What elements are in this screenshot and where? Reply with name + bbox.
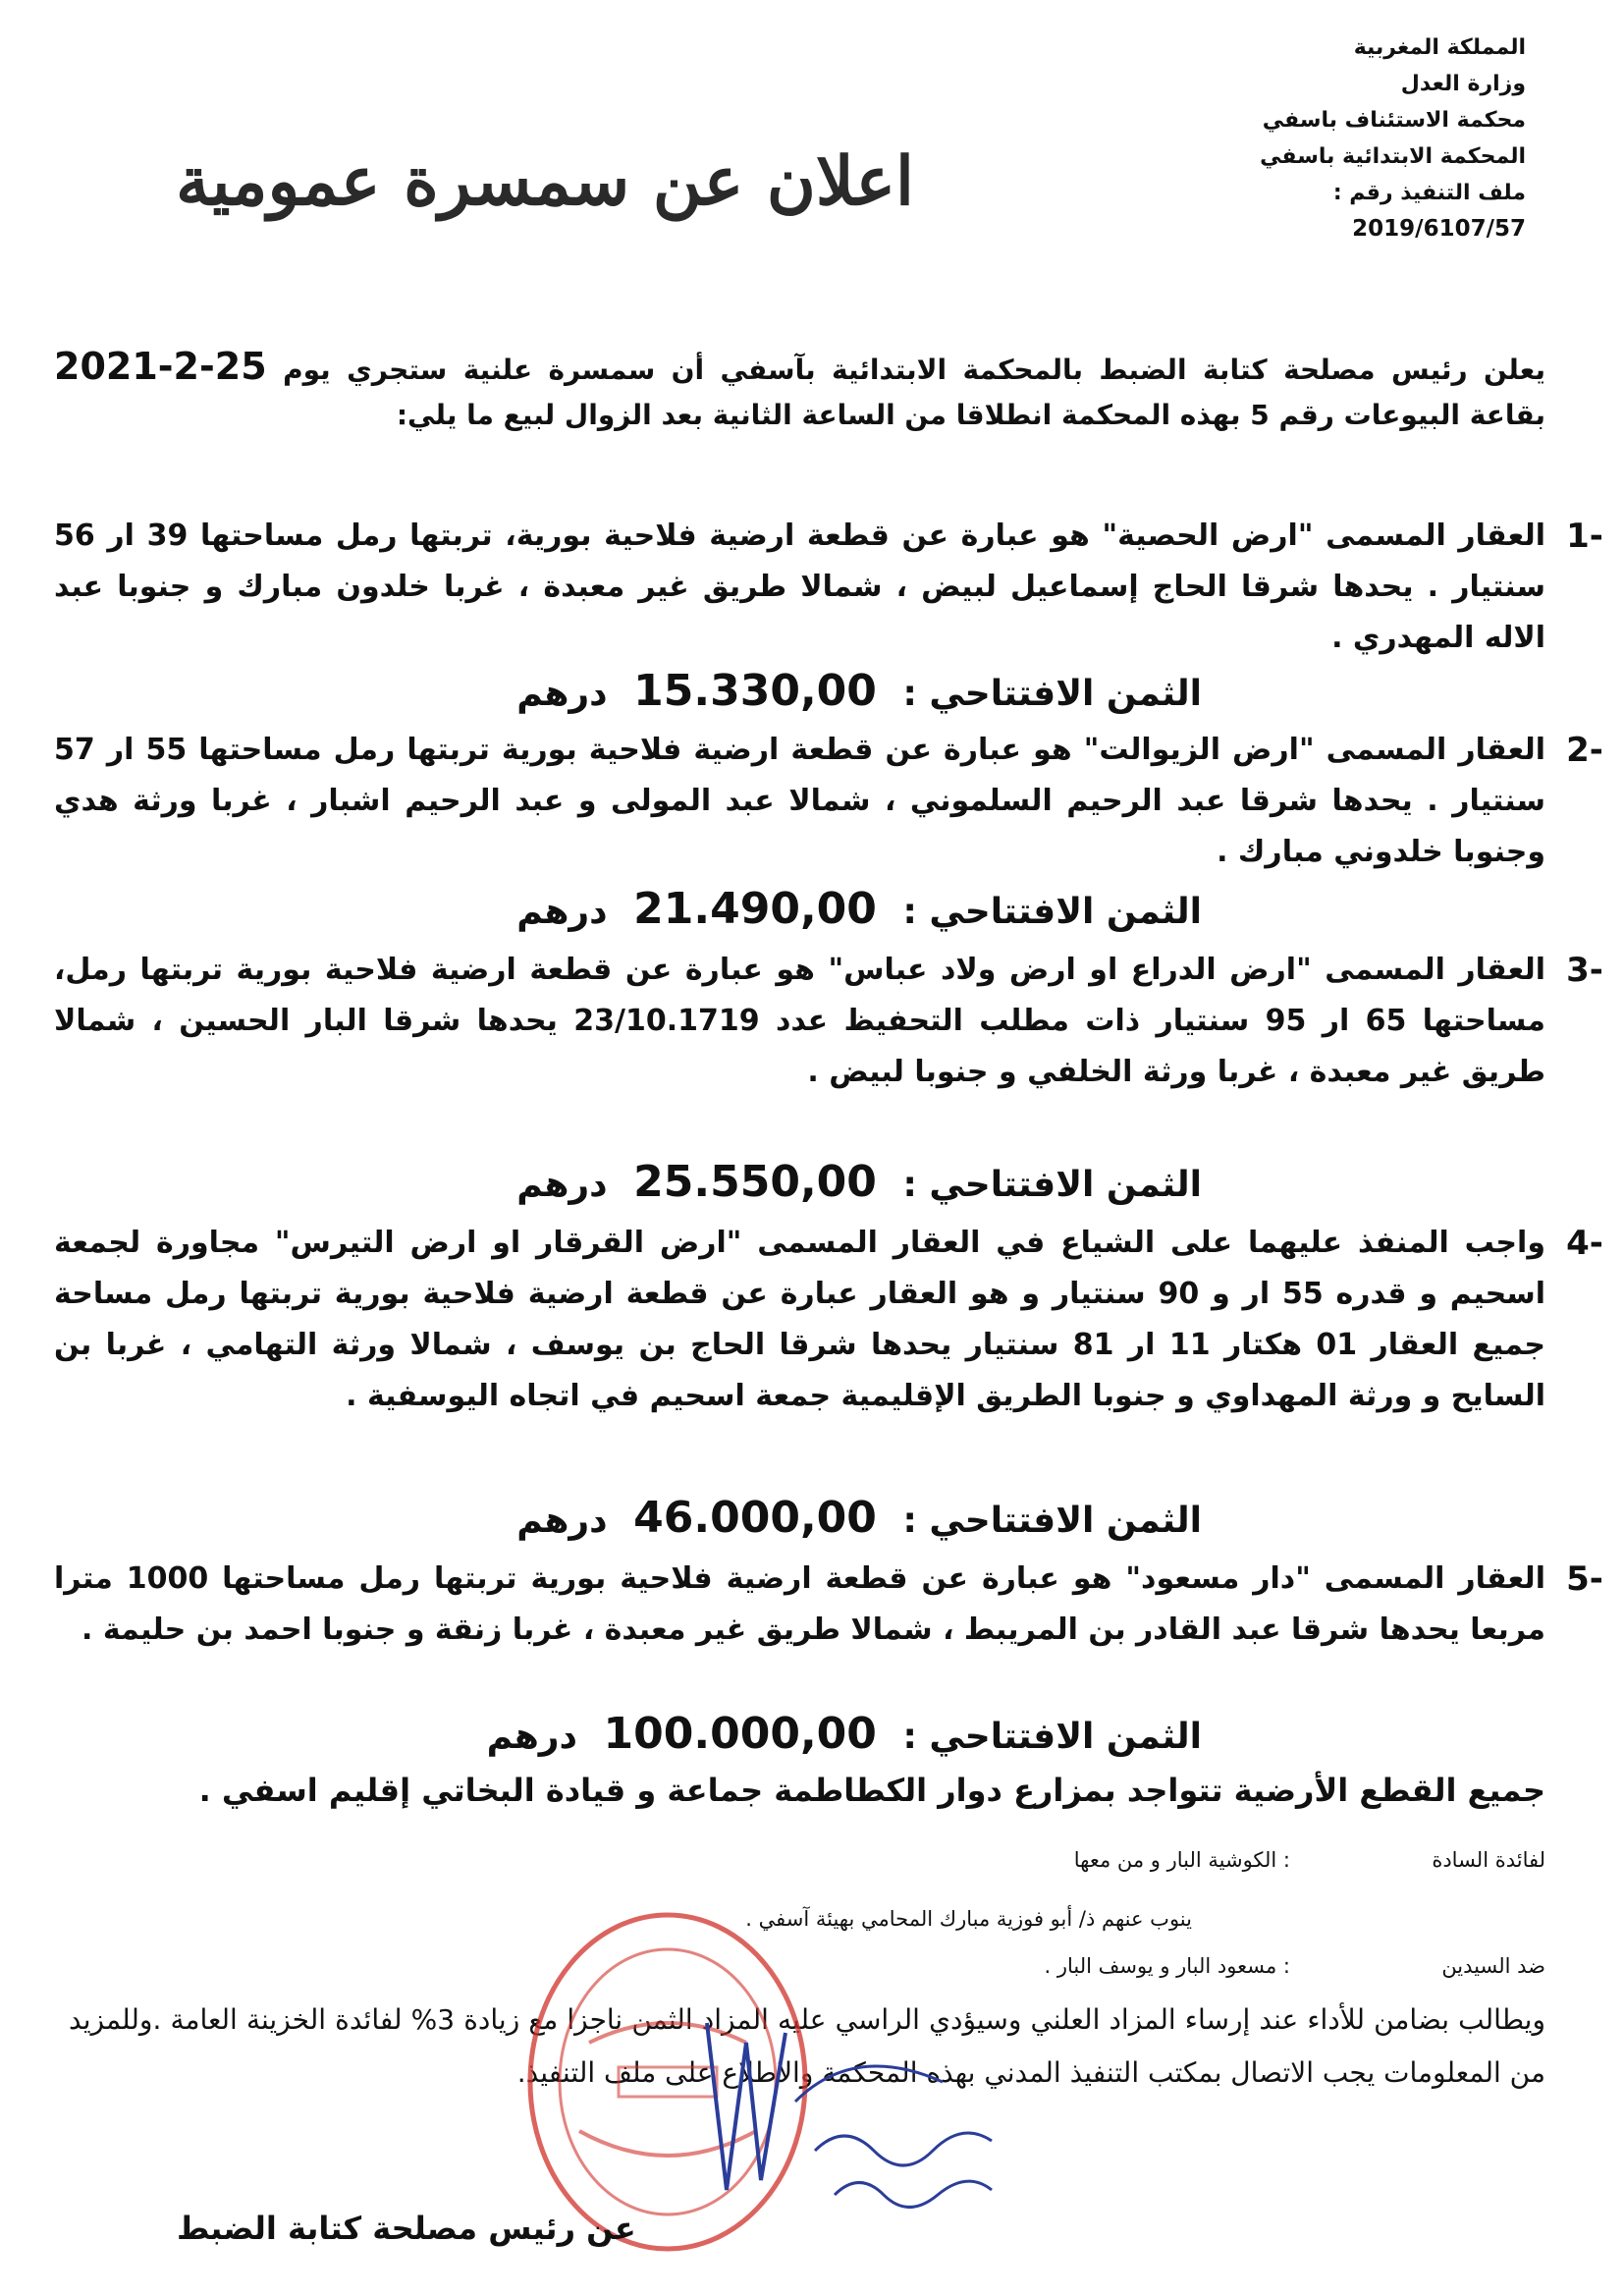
item-number: 4- [1566, 1224, 1603, 1263]
beneficiary-label: لفائدة السادة [1432, 1848, 1545, 1872]
header-line: محكمة الاستئناف باسفي [1262, 108, 1526, 133]
property-item [54, 511, 1603, 664]
price-label: الثمن الافتتاحي [929, 892, 1202, 932]
price-amount: 100.000,00 [603, 1709, 877, 1759]
defendants-label: ضد السيدين [1441, 1954, 1545, 1978]
property-item [54, 1218, 1603, 1422]
price-label: الثمن الافتتاحي [929, 1501, 1202, 1541]
handwritten-signature [687, 1984, 1041, 2219]
price-amount: 25.550,00 [633, 1157, 877, 1207]
item-number: 5- [1566, 1559, 1603, 1599]
page-title: اعلان عن سمسرة عمومية [176, 142, 914, 221]
item-text: العقار المسمى "دار مسعود" هو عبارة عن قطعة ارضية فلاحية بورية تربتها رمل مساحتها 1000 مترا مربعا يحدها شرقا عبد القادر بن المريبط ، شمالا طريق غير معبدة ، غربا زنقة و جنوبا احمد بن حليمة . [54, 1561, 1545, 1647]
price-currency: درهم [516, 892, 608, 932]
opening-price: الثمن الافتتاحي : 46.000,00 درهم [516, 1493, 1202, 1543]
institution-header [1113, 29, 1526, 247]
property-item [54, 725, 1603, 878]
intro-text-2: بقاعة البيوعات رقم 5 بهذه المحكمة انطلاقا من الساعة الثانية بعد الزوال لبيع ما يلي: [396, 399, 1545, 431]
item-text: العقار المسمى "ارض الزيوالت" هو عبارة عن قطعة ارضية فلاحية بورية تربتها رمل مساحتها 55 ار 57 سنتيار . يحدها شرقا عبد الرحيم السلموني ، شمالا عبد المولى و عبد الرحيم اشبار ، غربا ورثة هدي وجنوبا خلدوني مبارك . [54, 733, 1545, 869]
opening-price: الثمن الافتتاحي : 100.000,00 درهم [486, 1709, 1202, 1759]
price-label: الثمن الافتتاحي [929, 1165, 1202, 1205]
price-label: الثمن الافتتاحي [929, 674, 1202, 714]
defendants-names: : مسعود البار و يوسف البار . [1044, 1954, 1290, 1978]
intro-text-1: يعلن رئيس مصلحة كتابة الضبط بالمحكمة الابتدائية بآسفي أن سمسرة علنية ستجري يوم [283, 354, 1545, 386]
item-text: العقار المسمى "ارض الحصية" هو عبارة عن قطعة ارضية فلاحية بورية، تربتها رمل مساحتها 39 ار 56 سنتيار . يحدها شرقا الحاج إسماعيل لبيض ، شمالا طريق غير معبدة ، غربا خلدون مبارك و جنوبا عبد الاله المهدري . [54, 519, 1545, 655]
opening-price: الثمن الافتتاحي : 25.550,00 درهم [516, 1157, 1202, 1207]
auction-date: 25-2-2021 [54, 345, 267, 388]
file-number: 2019/6107/57 [1352, 216, 1526, 242]
intro-paragraph [54, 344, 1545, 438]
header-line: المملكة المغربية [1353, 35, 1526, 60]
beneficiary-names: : الكوشية البار و من معها [1073, 1848, 1290, 1872]
header-line: ملف التنفيذ رقم : [1332, 181, 1526, 205]
property-item [54, 945, 1603, 1098]
property-item [54, 1554, 1603, 1656]
header-line: وزارة العدل [1400, 72, 1526, 96]
price-currency: درهم [486, 1717, 577, 1757]
item-number: 3- [1566, 951, 1603, 990]
price-currency: درهم [516, 674, 608, 714]
item-number: 2- [1566, 731, 1603, 770]
price-label: الثمن الافتتاحي [929, 1717, 1202, 1757]
price-currency: درهم [516, 1165, 608, 1205]
opening-price: الثمن الافتتاحي : 21.490,00 درهم [516, 884, 1202, 934]
header-line: المحكمة الابتدائية باسفي [1260, 144, 1526, 169]
price-amount: 21.490,00 [633, 884, 877, 934]
signatory: عن رئيس مصلحة كتابة الضبط [177, 2210, 636, 2247]
price-amount: 46.000,00 [633, 1493, 877, 1543]
location-statement: جميع القطع الأرضية تتواجد بمزارع دوار الكطاطمة جماعة و قيادة البخاتي إقليم اسفي . [198, 1772, 1545, 1809]
item-text: العقار المسمى "ارض الدراع او ارض ولاد عباس" هو عبارة عن قطعة ارضية فلاحية بورية تربتها رمل، مساحتها 65 ار 95 سنتيار ذات مطلب التحفيظ عدد 23/10.1719 يحدها شرقا البار الحسين ، شمالا طريق غير معبدة ، غربا ورثة الخلفي و جنوبا لبيض . [54, 953, 1545, 1089]
price-amount: 15.330,00 [633, 666, 877, 716]
item-number: 1- [1566, 517, 1603, 556]
price-currency: درهم [516, 1501, 608, 1541]
terms-note: ويطالب بضامن للأداء عند إرساء المزاد العلني وسيؤدي الراسي عليه المزاد الثمن ناجزا مع زيادة 3% لفائدة الخزينة العامة .وللمزيد من المعلومات يجب الاتصال بمكتب التنفيذ المدني بهذه المحكمة والاطلاع على ملف التنفيذ. [69, 2003, 1545, 2089]
opening-price: الثمن الافتتاحي : 15.330,00 درهم [516, 666, 1202, 716]
lawyer-line: ينوب عنهم ذ/ أبو فوزية مبارك المحامي بهيئة آسفي . [745, 1907, 1192, 1931]
item-text: واجب المنفذ عليهما على الشياع في العقار المسمى "ارض القرقار او ارض التيرس" مجاورة لجمعة اسحيم و قدره 55 ار و 90 سنتيار و هو العقار عبارة عن قطعة ارضية فلاحية بورية تربتها رمل مساحة جميع العقار 01 هكتار 11 ار 81 سنتيار يحدها شرقا الحاج بن يوسف ، شمالا ورثة التهامي ، غربا بن السايح و ورثة المهداوي و جنوبا الطريق الإقليمية جمعة اسحيم في اتجاه اليوسفية . [54, 1226, 1545, 1413]
